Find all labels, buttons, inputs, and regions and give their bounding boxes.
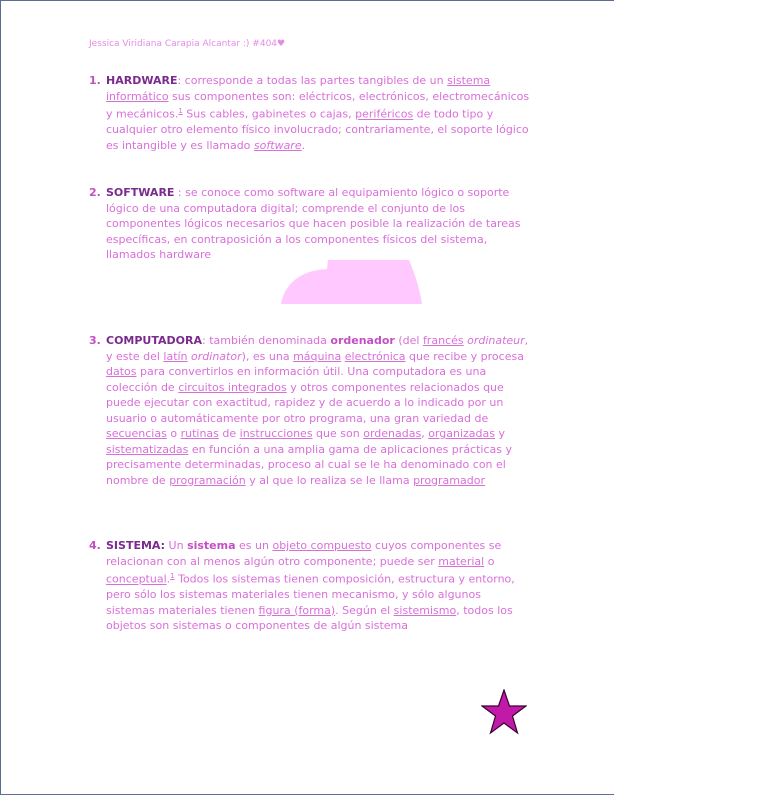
- term-label: SISTEMA:: [106, 539, 166, 552]
- text-run: es un: [235, 539, 273, 552]
- star-icon: [481, 689, 527, 735]
- link-datos[interactable]: datos: [106, 365, 137, 378]
- link-organizadas[interactable]: organizadas: [428, 427, 495, 440]
- link-electronica[interactable]: electrónica: [344, 349, 406, 363]
- text-run: que son: [312, 427, 364, 440]
- bold-sistema: sistema: [187, 539, 236, 552]
- link-figura-forma[interactable]: figura (forma): [258, 603, 336, 617]
- link-latin[interactable]: latín: [163, 349, 188, 363]
- text-run: cuyos componentes se relacionan con al menos algún otro componente; puede ser: [106, 539, 502, 568]
- text-run: Todos los sistemas tienen composición, estructura y entorno, pero sólo los sistemas materiales tienen mecanismo, y sólo algunos sistemas materiales tienen: [106, 572, 515, 617]
- item-text: [106, 538, 530, 634]
- item-text: [106, 73, 530, 153]
- link-circuitos-integrados[interactable]: circuitos integrados: [178, 380, 287, 394]
- link-perifericos[interactable]: periféricos: [355, 107, 414, 121]
- text-run: y al que lo realiza se le llama: [245, 473, 414, 487]
- italic-ordinateur: ordinateur: [467, 334, 525, 347]
- link-instrucciones[interactable]: instrucciones: [239, 427, 313, 440]
- text-run: , y este del: [106, 334, 529, 363]
- link-conceptual[interactable]: conceptual: [106, 572, 167, 586]
- term-label: SOFTWARE: [106, 186, 175, 199]
- link-secuencias[interactable]: secuencias: [106, 427, 167, 440]
- pink-blob-shape: [281, 260, 422, 304]
- text-run: que recibe y procesa: [405, 349, 524, 363]
- text-run: de todo tipo y cualquier otro elemento físico involucrado; contrariamente, el soporte lógico es intangible y es llamado: [106, 107, 529, 152]
- link-programacion[interactable]: programación: [169, 473, 246, 487]
- text-run: Sus cables, gabinetes o cajas,: [182, 107, 356, 121]
- footnote-ref[interactable]: 1: [170, 572, 175, 580]
- text-run: . Según el: [335, 603, 394, 617]
- text-run: y otros componentes relacionados que puede ejecutar con exactitud, rapidez y de acuerdo a lo indicado por un usuario o automáticamente por otro programa, una gran variedad de: [106, 380, 504, 425]
- item-number: 1.: [89, 74, 101, 87]
- text-run: en función a una amplia gama de aplicaciones prácticas y precisamente determinadas, proceso al cual se le ha denominado con el nombre de: [106, 442, 512, 487]
- text-run: (del: [394, 334, 423, 347]
- author-header: Jessica Viridiana Carapia Alcantar :) #404♥: [89, 39, 286, 49]
- link-material[interactable]: material: [438, 554, 485, 568]
- link-sistematizadas[interactable]: sistematizadas: [106, 442, 189, 456]
- item-number: 4.: [89, 539, 101, 552]
- italic-ordinator: ordinator: [191, 349, 242, 363]
- text-run: Un: [165, 539, 188, 552]
- bold-ordenador: ordenador: [330, 334, 395, 347]
- footnote-ref[interactable]: 1: [178, 107, 183, 115]
- link-ordenadas[interactable]: ordenadas: [363, 427, 422, 440]
- text-run: o: [484, 554, 495, 568]
- item-number: 3.: [89, 334, 101, 347]
- text-run: de: [218, 427, 240, 440]
- text-run: , todos los objetos son sistemas o componentes de algún sistema: [106, 603, 513, 633]
- text-run: ), es una: [241, 349, 294, 363]
- link-programador[interactable]: programador: [413, 473, 485, 487]
- text-run: ,: [421, 427, 429, 440]
- text-run: : se conoce como software al equipamiento lógico o soporte lógico de una computadora digital; comprende el conjunto de los componentes lógicos necesarios que hacen posible la realización de tareas específicas, en contraposición a los componentes físicos del sistema, llamados hardware: [106, 186, 521, 261]
- term-label: COMPUTADORA: [106, 334, 202, 347]
- text-run: : corresponde a todas las partes tangibles de un: [177, 74, 448, 87]
- item-number: 2.: [89, 186, 101, 199]
- link-rutinas[interactable]: rutinas: [180, 427, 219, 440]
- link-sistema-informatico[interactable]: sistema informático: [106, 74, 491, 103]
- text-run: .: [301, 138, 306, 152]
- link-sistemismo[interactable]: sistemismo: [393, 603, 457, 617]
- text-run: sus componentes son: eléctricos, electrónicos, electromecánicos y mecánicos.: [106, 89, 530, 121]
- text-run: o: [166, 427, 181, 440]
- item-text: [106, 185, 530, 263]
- link-software[interactable]: software: [253, 138, 302, 152]
- link-objeto-compuesto[interactable]: objeto compuesto: [272, 539, 372, 552]
- text-run: : también denominada: [202, 334, 331, 347]
- link-maquina[interactable]: máquina: [293, 349, 342, 363]
- item-text: [106, 333, 530, 488]
- text-run: .: [166, 572, 171, 586]
- text-run: para convertirlos en información útil. Una computadora es una colección de: [106, 365, 487, 394]
- link-frances[interactable]: francés: [422, 334, 464, 347]
- text-run: y: [494, 427, 505, 440]
- term-label: HARDWARE: [106, 74, 178, 87]
